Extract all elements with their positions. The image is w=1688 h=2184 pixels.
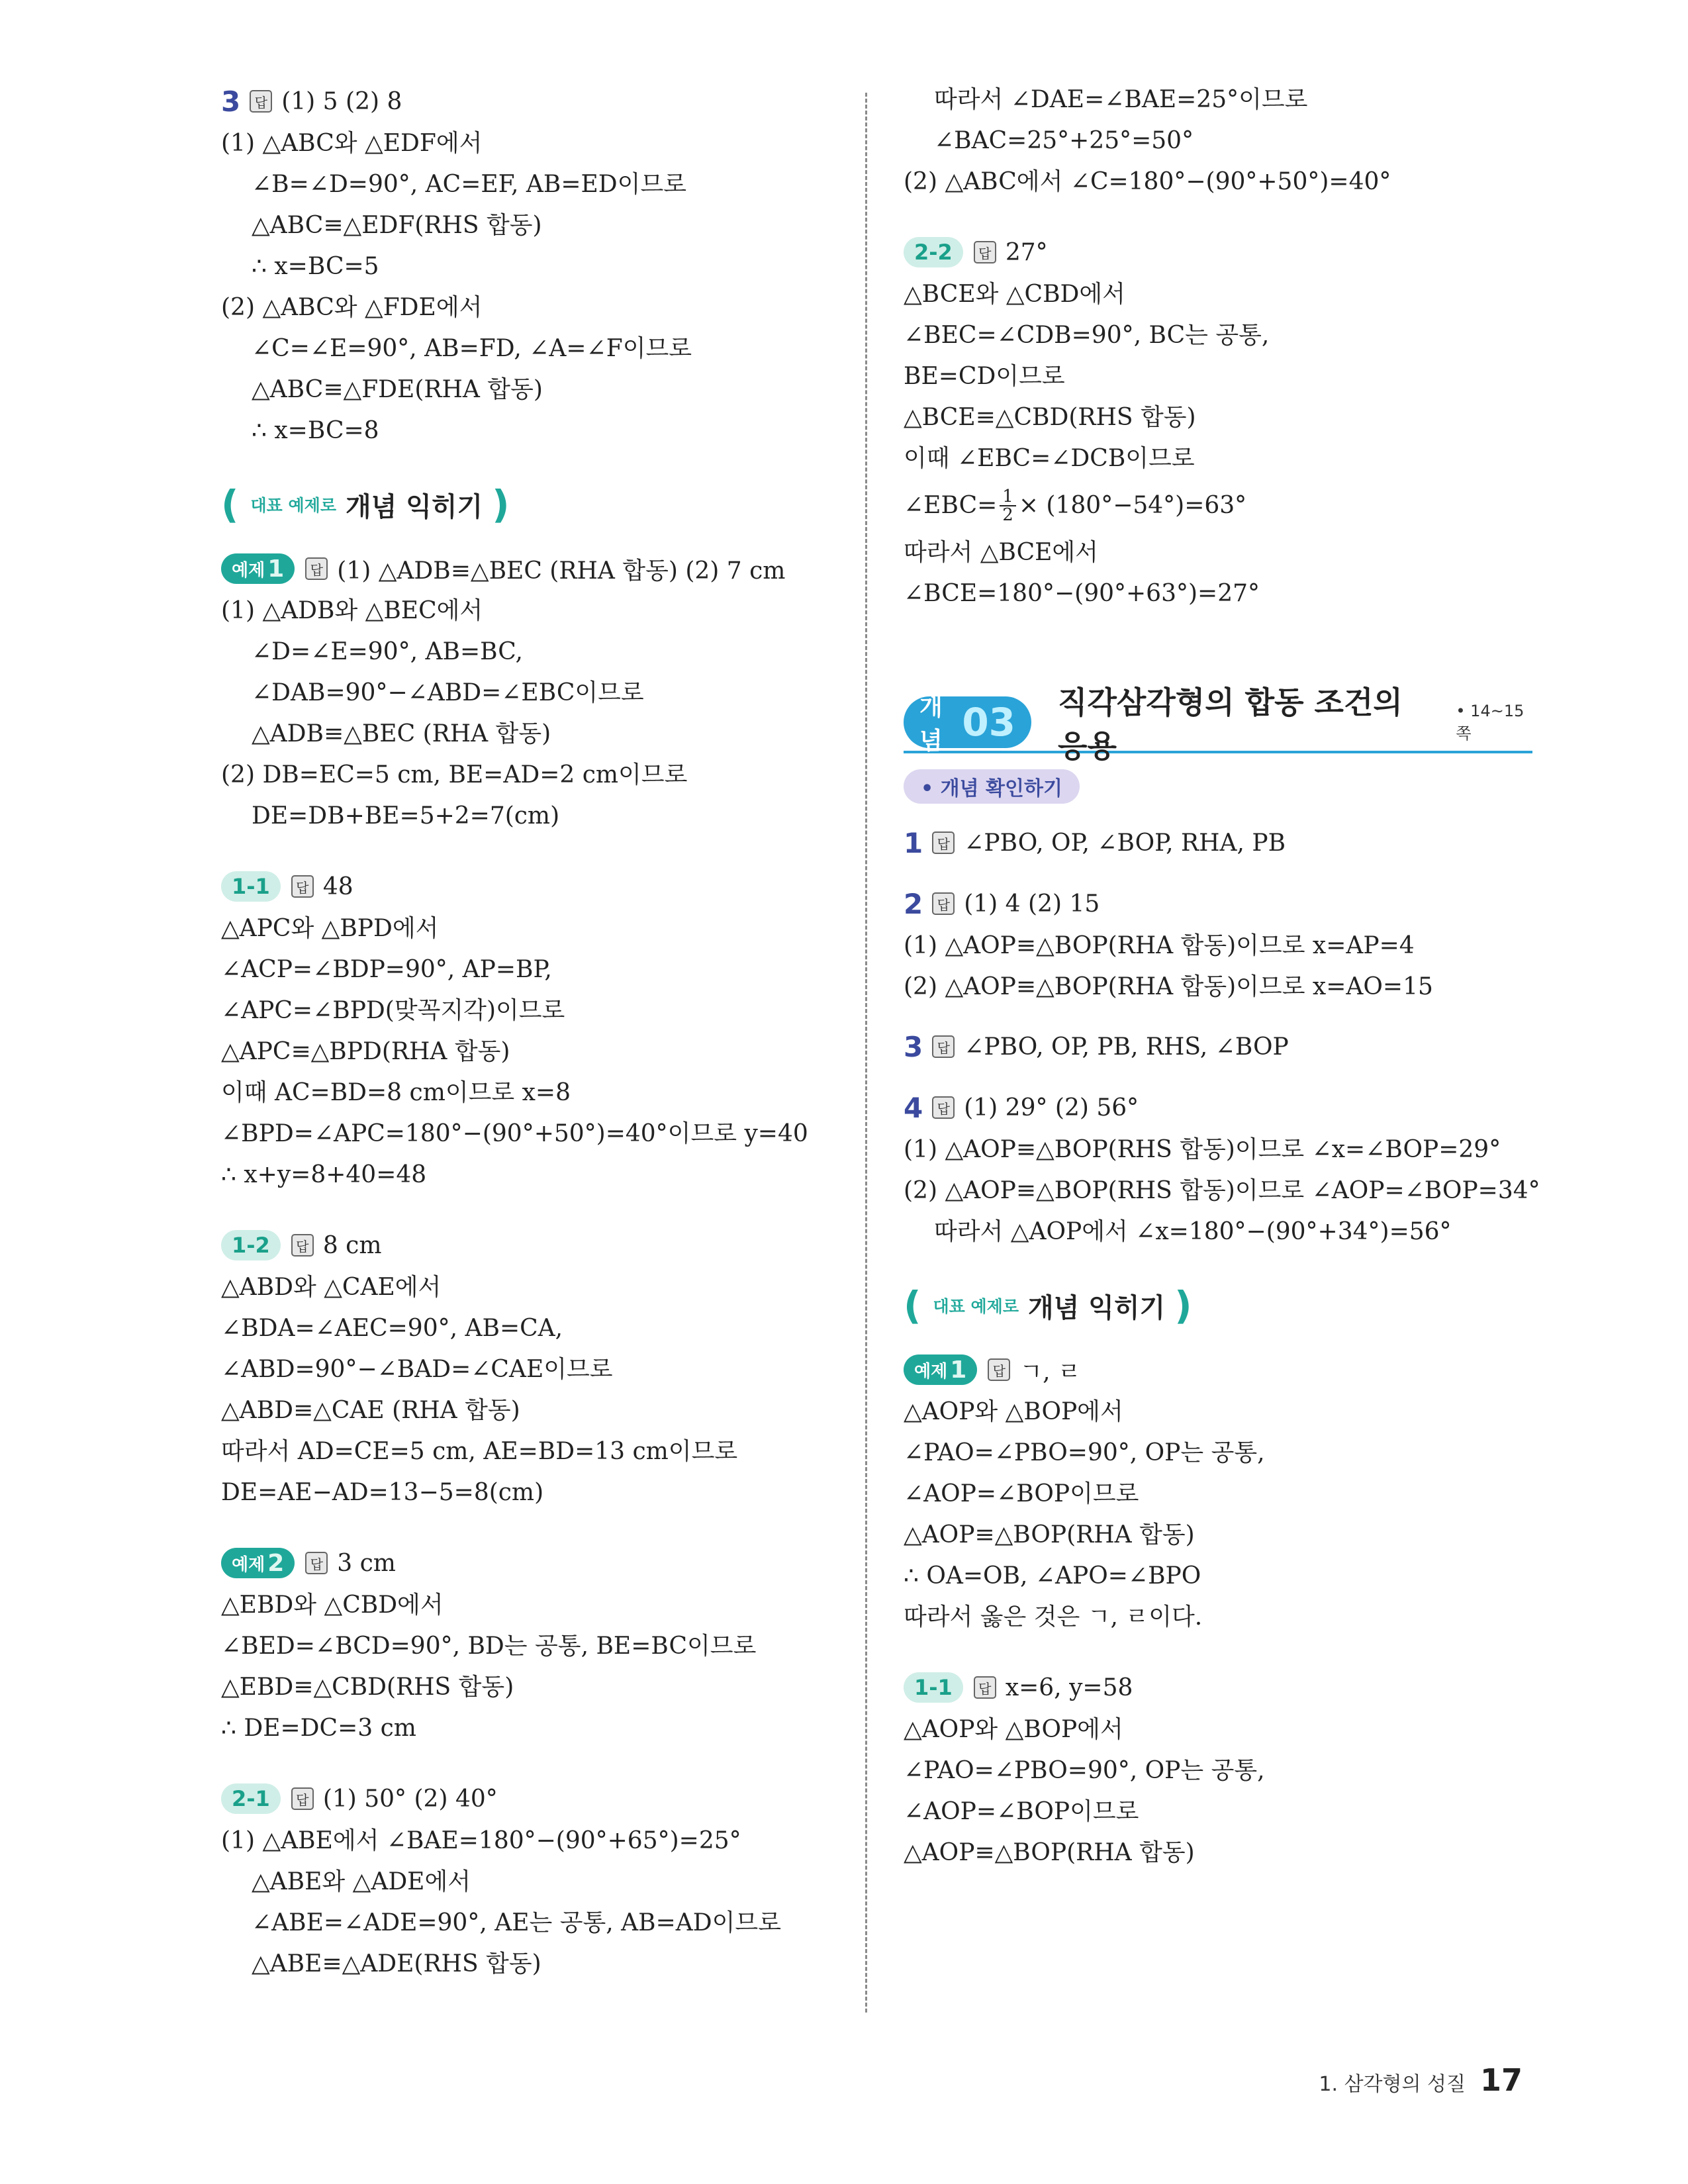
solution-line: ∴ x=BC=8 — [252, 417, 379, 444]
answer-header-example-2 — [221, 1541, 850, 1585]
solution-line: DE=AE−AD=13−5=8(cm) — [221, 1479, 544, 1506]
solution-line: ∴ x+y=8+40=48 — [221, 1161, 427, 1188]
solution-line: 이때 AC=BD=8 cm이므로 x=8 — [221, 1079, 571, 1106]
solution-line: ∴ x=BC=5 — [252, 253, 379, 280]
answer-header-2-2 — [904, 230, 1532, 274]
answer-text: ∠PBO, OP, ∠BOP, RHA, PB — [964, 829, 1286, 857]
problem-badge: 1-2 — [221, 1230, 281, 1260]
solution-line: △AOP≡△BOP(RHA 합동) — [904, 1521, 1195, 1548]
left-column — [221, 79, 850, 1985]
solution-line: ∠D=∠E=90°, AB=BC, — [252, 638, 523, 665]
solution-line-fraction — [904, 479, 1532, 532]
concept-tag: 개념 03 — [904, 696, 1031, 748]
expression-text: × (180°−54°)=63° — [1018, 492, 1247, 519]
solution-line: ∠AOP=∠BOP이므로 — [904, 1798, 1139, 1825]
solution-line: (2) △AOP≡△BOP(RHS 합동)이므로 ∠AOP=∠BOP=34° — [904, 1177, 1540, 1204]
solution-line: (1) △ADB와 △BEC에서 — [221, 597, 483, 624]
solution-line: △AOP와 △BOP에서 — [904, 1716, 1123, 1743]
solution-line: DE=DB+BE=5+2=7(cm) — [252, 802, 560, 830]
answer-text: (1) 4 (2) 15 — [964, 890, 1100, 918]
answer-header-2-1 — [221, 1777, 850, 1821]
section-title — [221, 479, 850, 530]
solution-line: (1) △AOP≡△BOP(RHA 합동)이므로 x=AP=4 — [904, 932, 1415, 959]
answer-icon: 답 — [305, 1552, 328, 1574]
solution-line: △EBD≡△CBD(RHS 합동) — [221, 1674, 514, 1701]
answer-icon: 답 — [988, 1358, 1010, 1381]
problem-number: 3 — [221, 85, 241, 118]
answer-text: 27° — [1005, 238, 1048, 266]
problem-badge: 2-2 — [904, 237, 963, 267]
concept-check-badge: • 개념 확인하기 — [904, 769, 1080, 804]
answer-text: (1) 29° (2) 56° — [964, 1094, 1139, 1121]
concept-banner — [904, 685, 1532, 764]
solution-line: △APC≡△BPD(RHA 합동) — [221, 1038, 510, 1065]
solution-line: ∠BDA=∠AEC=90°, AB=CA, — [221, 1315, 563, 1342]
answer-header-1-1 — [221, 865, 850, 908]
answer-text: (1) △ADB≡△BEC (RHA 합동) (2) 7 cm — [337, 557, 786, 585]
solution-line: ∠AOP=∠BOP이므로 — [904, 1480, 1139, 1507]
section-subtitle: 대표 예제로 — [250, 496, 336, 515]
concept-title: 직각삼각형의 합동 조건의 응용 — [1058, 685, 1403, 764]
answer-header-c4 — [904, 1086, 1532, 1129]
problem-number: 3 — [904, 1030, 923, 1063]
page-footer — [1319, 2062, 1523, 2098]
solution-line: △ABE≡△ADE(RHS 합동) — [252, 1950, 541, 1977]
example-badge: 예제 2 — [221, 1548, 295, 1578]
answer-text: (1) 5 (2) 8 — [281, 87, 402, 115]
solution-line: 이때 ∠EBC=∠DCB이므로 — [904, 445, 1195, 472]
solution-line: ∠BEC=∠CDB=90°, BC는 공통, — [904, 322, 1270, 349]
answer-header-1-2 — [221, 1223, 850, 1267]
answer-icon: 답 — [974, 1676, 996, 1699]
solution-line: △ABC≡△EDF(RHS 합동) — [252, 212, 542, 239]
problem-number: 4 — [904, 1091, 923, 1124]
fraction-numerator: 1 — [1000, 488, 1016, 506]
solution-line: ∠DAB=90°−∠ABD=∠EBC이므로 — [252, 679, 644, 706]
solution-line: ∠BCE=180°−(90°+63°)=27° — [904, 580, 1260, 607]
right-bracket-icon: ) — [492, 482, 510, 527]
problem-badge: 1-1 — [904, 1672, 963, 1703]
solution-line: ∴ DE=DC=3 cm — [221, 1715, 416, 1742]
solution-line: △BCE≡△CBD(RHS 합동) — [904, 404, 1196, 431]
right-bracket-icon: ) — [1174, 1283, 1192, 1328]
expression-text: ∠EBC= — [904, 492, 998, 519]
solution-line: △BCE와 △CBD에서 — [904, 281, 1125, 308]
column-divider — [865, 93, 867, 2013]
answer-text: ∠PBO, OP, PB, RHS, ∠BOP — [964, 1033, 1289, 1061]
solution-line: △ABD≡△CAE (RHA 합동) — [221, 1397, 520, 1424]
solution-line: (1) △AOP≡△BOP(RHS 합동)이므로 ∠x=∠BOP=29° — [904, 1136, 1501, 1163]
solution-line: ∠BED=∠BCD=90°, BD는 공통, BE=BC이므로 — [221, 1633, 757, 1660]
answer-text: x=6, y=58 — [1005, 1674, 1133, 1701]
solution-line: △ADB≡△BEC (RHA 합동) — [252, 720, 551, 747]
solution-line: (1) △ABE에서 ∠BAE=180°−(90°+65°)=25° — [221, 1827, 741, 1854]
section-heading: 개념 익히기 — [345, 491, 483, 522]
answer-text: (1) 50° (2) 40° — [322, 1785, 498, 1813]
solution-line: ∠ACP=∠BDP=90°, AP=BP, — [221, 956, 552, 983]
solution-line: △ABE와 △ADE에서 — [252, 1868, 471, 1895]
answer-icon: 답 — [291, 875, 314, 898]
answer-header-example-1 — [221, 547, 850, 591]
solution-line: (2) △AOP≡△BOP(RHA 합동)이므로 x=AO=15 — [904, 973, 1433, 1000]
chapter-label: 1. 삼각형의 성질 — [1319, 2073, 1466, 2096]
solution-line: (2) △ABC와 △FDE에서 — [221, 294, 483, 321]
solution-line: ∠B=∠D=90°, AC=EF, AB=ED이므로 — [252, 171, 687, 198]
answer-icon: 답 — [932, 1096, 955, 1119]
solution-line: △ABD와 △CAE에서 — [221, 1274, 442, 1301]
answer-icon: 답 — [932, 831, 955, 854]
solution-line: △APC와 △BPD에서 — [221, 915, 439, 942]
solution-line: 따라서 옳은 것은 ㄱ, ㄹ이다. — [904, 1603, 1203, 1631]
solution-line: (2) △ABC에서 ∠C=180°−(90°+50°)=40° — [904, 168, 1391, 195]
solution-line: ∠PAO=∠PBO=90°, OP는 공통, — [904, 1757, 1265, 1784]
answer-icon: 답 — [250, 90, 272, 113]
solution-line: △AOP≡△BOP(RHA 합동) — [904, 1839, 1195, 1866]
solution-line: △AOP와 △BOP에서 — [904, 1398, 1123, 1425]
solution-line: 따라서 ∠DAE=∠BAE=25°이므로 — [934, 86, 1308, 113]
solution-line: (1) △ABC와 △EDF에서 — [221, 130, 483, 157]
section-heading: 개념 익히기 — [1027, 1292, 1166, 1323]
answer-text: 3 cm — [337, 1549, 396, 1577]
solution-line: ∴ OA=OB, ∠APO=∠BPO — [904, 1562, 1201, 1590]
answer-icon: 답 — [291, 1234, 314, 1257]
solution-line: ∠BPD=∠APC=180°−(90°+50°)=40°이므로 y=40 — [221, 1120, 808, 1147]
problem-number: 2 — [904, 887, 923, 920]
example-badge: 예제 1 — [904, 1354, 977, 1385]
solution-line: 따라서 AD=CE=5 cm, AE=BD=13 cm이므로 — [221, 1438, 738, 1465]
solution-line: 따라서 △AOP에서 ∠x=180°−(90°+34°)=56° — [934, 1218, 1452, 1245]
solution-line: 따라서 △BCE에서 — [904, 539, 1098, 566]
answer-header-c3 — [904, 1025, 1532, 1068]
problem-badge: 2-1 — [221, 1783, 281, 1814]
solution-line: BE=CD이므로 — [904, 363, 1065, 390]
solution-line: ∠ABD=90°−∠BAD=∠CAE이므로 — [221, 1356, 613, 1383]
solution-line: ∠PAO=∠PBO=90°, OP는 공통, — [904, 1439, 1265, 1466]
solution-line: ∠BAC=25°+25°=50° — [934, 127, 1194, 154]
page-number: 17 — [1479, 2062, 1523, 2098]
section-title — [904, 1280, 1532, 1331]
solution-line: (2) DB=EC=5 cm, BE=AD=2 cm이므로 — [221, 761, 688, 788]
answer-icon: 답 — [305, 557, 328, 580]
right-column — [904, 79, 1540, 1874]
answer-icon: 답 — [932, 892, 955, 915]
answer-text: ㄱ, ㄹ — [1019, 1358, 1081, 1386]
left-bracket-icon: ( — [221, 482, 239, 527]
example-badge: 예제 1 — [221, 553, 295, 584]
answer-text: 48 — [322, 873, 353, 900]
fraction-denominator: 2 — [1002, 505, 1013, 525]
answer-header-c1 — [904, 821, 1532, 865]
fraction — [1000, 488, 1016, 524]
left-bracket-icon: ( — [904, 1283, 921, 1328]
answer-icon: 답 — [974, 241, 996, 263]
solution-line: △ABC≡△FDE(RHA 합동) — [252, 376, 543, 403]
answer-icon: 답 — [291, 1787, 314, 1810]
solution-line: ∠ABE=∠ADE=90°, AE는 공통, AB=AD이므로 — [252, 1909, 781, 1936]
answer-header-1-1 — [904, 1666, 1532, 1709]
concept-pages: • 14~15쪽 — [1456, 701, 1524, 743]
section-subtitle: 대표 예제로 — [933, 1297, 1019, 1316]
answer-icon: 답 — [932, 1035, 955, 1058]
problem-badge: 1-1 — [221, 871, 281, 902]
problem-number: 1 — [904, 826, 923, 859]
solution-line: ∠C=∠E=90°, AB=FD, ∠A=∠F이므로 — [252, 335, 692, 362]
solution-line: △EBD와 △CBD에서 — [221, 1591, 444, 1619]
answer-text: 8 cm — [322, 1231, 382, 1259]
solution-line: ∠APC=∠BPD(맞꼭지각)이므로 — [221, 997, 565, 1024]
answer-header-example-1 — [904, 1348, 1532, 1392]
answer-header-c2 — [904, 882, 1532, 926]
answer-header-3 — [221, 79, 850, 123]
